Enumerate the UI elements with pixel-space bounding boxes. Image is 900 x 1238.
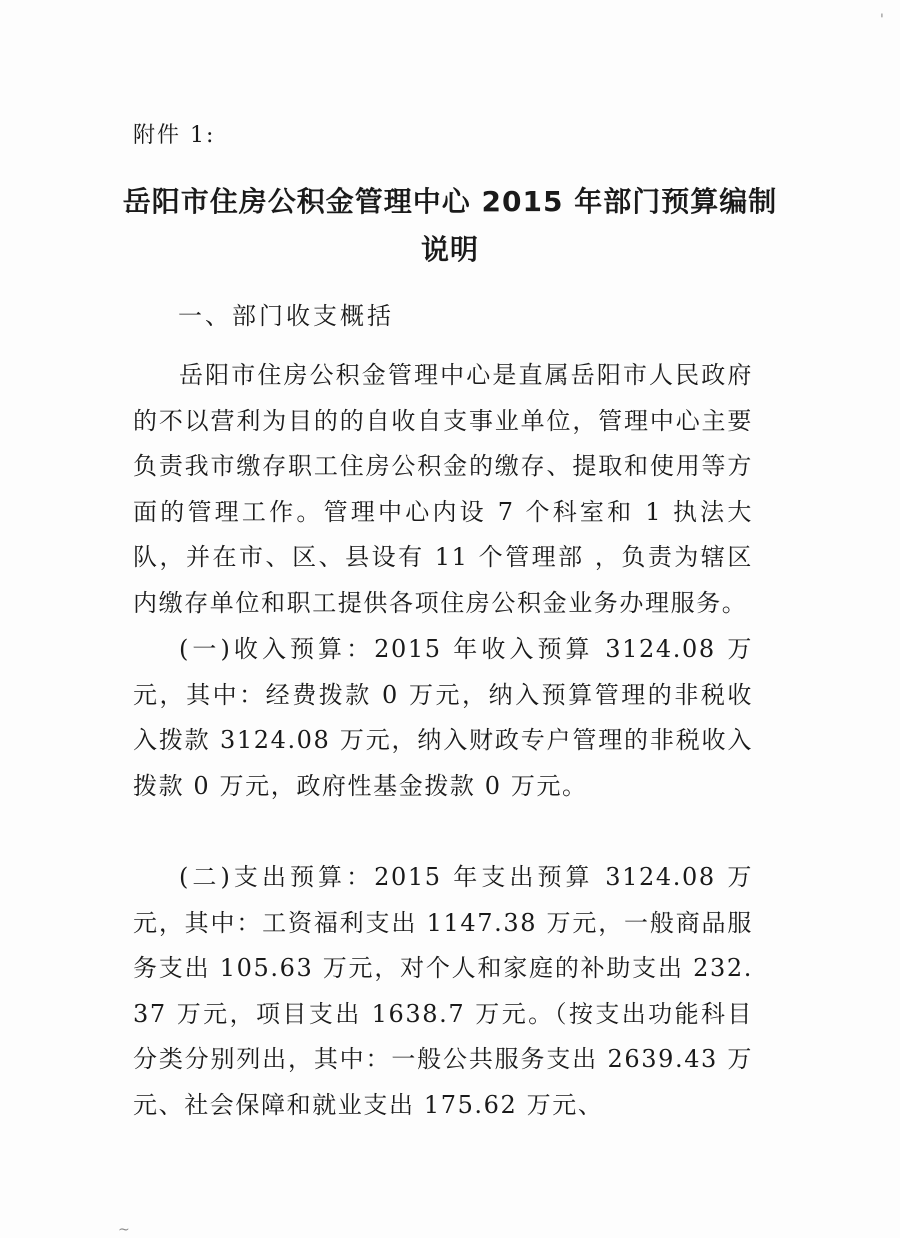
document-title-continuation: 说明: [420, 233, 479, 266]
document-title: 岳阳市住房公积金管理中心 2015 年部门预算编制: [122, 185, 778, 218]
attachment-label: 附件 1:: [133, 123, 216, 148]
paragraph-expenditure-budget: (二)支出预算：2015 年支出预算 3124.08 万元，其中：工资福利支出 1147.38 万元，一般商品服务支出 105.63 万元，对个人和家庭的补助支出 232.37 万元，项目支出 1638.7 万元。（按支出功能科目分类分别列出，其中：一般公共服务支出 2639.43 万元、社会保障和就业支出 175.62 万元、: [133, 863, 753, 1119]
paragraph-income-budget: (一)收入预算：2015 年收入预算 3124.08 万元，其中：经费拨款 0 万元，纳入预算管理的非税收入拨款 3124.08 万元，纳入财政专户管理的非税收入拨款 0 万元，政府性基金拨款 0 万元。: [133, 635, 753, 800]
section-heading: 一、部门收支概括: [178, 302, 394, 330]
paragraph-overview: 岳阳市住房公积金管理中心是直属岳阳市人民政府的不以营利为目的的自收自支事业单位，管理中心主要负责我市缴存职工住房公积金的缴存、提取和使用等方面的管理工作。管理中心内设 7 个科室和 1 执法大队，并在市、区、县设有 11 个管理部 ，负责为辖区内缴存单位和职工提供各项住房公积金业务办理服务。: [133, 361, 753, 617]
scan-speck: ': [880, 12, 884, 28]
scan-speck: ~: [118, 1222, 130, 1238]
